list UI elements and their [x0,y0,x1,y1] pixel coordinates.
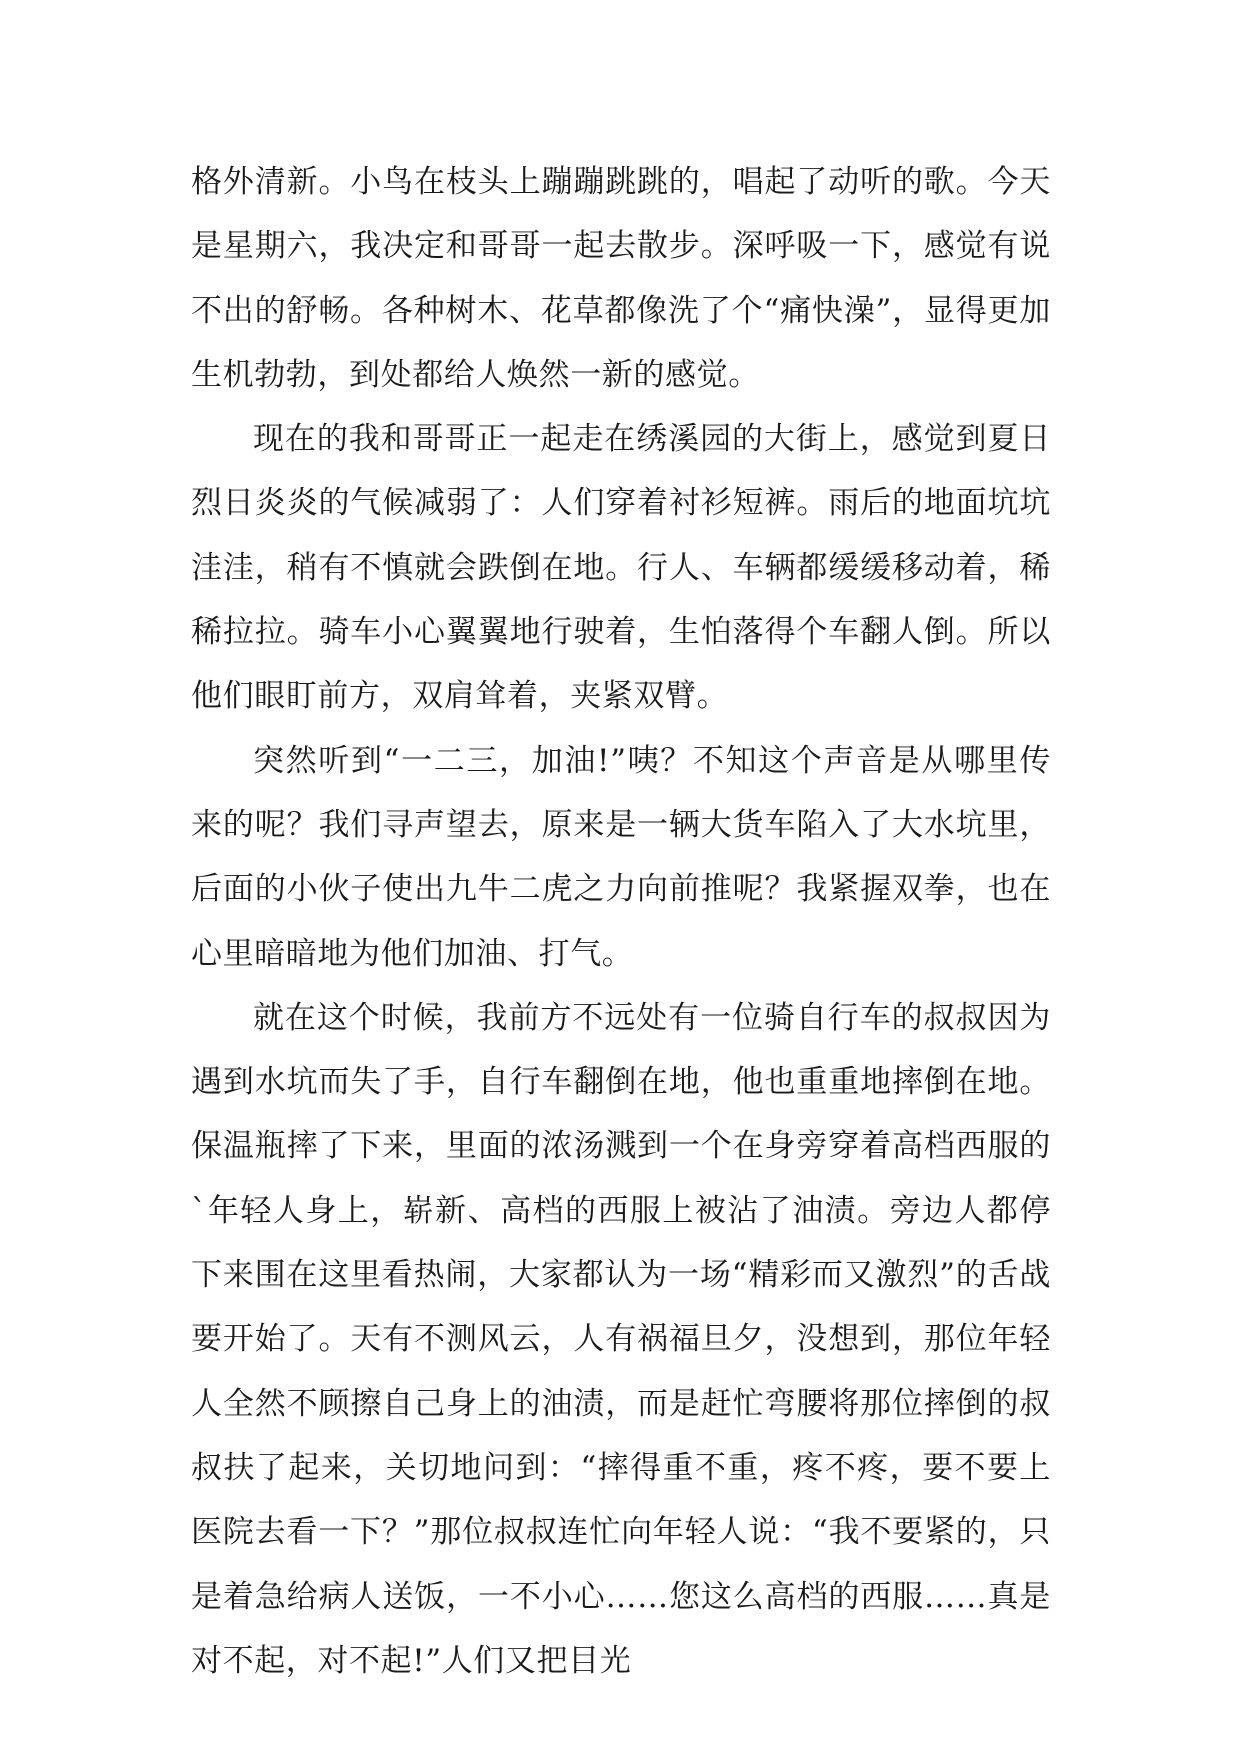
body-text [191,150,1051,1693]
paragraph-2: 现在的我和哥哥正一起走在绣溪园的大街上，感觉到夏日烈日炎炎的气候减弱了：人们穿着衬衫短裤。雨后的地面坑坑洼洼，稍有不慎就会跌倒在地。行人、车辆都缓缓移动着，稀稀拉拉。骑车小心翼翼地行驶着，生怕落得个车翻人倒。所以他们眼盯前方，双肩耸着，夹紧双臂。 [191,421,1051,715]
paragraph-4: 就在这个时候，我前方不远处有一位骑自行车的叔叔因为遇到水坑而失了手，自行车翻倒在地，他也重重地摔倒在地。保温瓶摔了下来，里面的浓汤溅到一个在身旁穿着高档西服的`年轻人身上，崭新、高档的西服上被沾了油渍。旁边人都停下来围在这里看热闹，大家都认为一场“精彩而又激烈”的舌战要开始了。天有不测风云，人有祸福旦夕，没想到，那位年轻人全然不顾擦自己身上的油渍，而是赶忙弯腰将那位摔倒的叔叔扶了起来，关切地问到：“摔得重不重，疼不疼，要不要上医院去看一下？”那位叔叔连忙向年轻人说：“我不要紧的，只是着急给病人送饭，一不小心……您这么高档的西服……真是对不起，对不起!”人们又把目光 [191,999,1051,1679]
paragraph-1: 格外清新。小鸟在枝头上蹦蹦跳跳的，唱起了动听的歌。今天是星期六，我决定和哥哥一起去散步。深呼吸一下，感觉有说不出的舒畅。各种树木、花草都像洗了个“痛快澡”，显得更加生机勃勃，到处都给人焕然一新的感觉。 [191,164,1051,393]
paragraph-3: 突然听到“一二三，加油!”咦？不知这个声音是从哪里传来的呢？我们寻声望去，原来是一辆大货车陷入了大水坑里，后面的小伙子使出九牛二虎之力向前推呢？我紧握双拳，也在心里暗暗地为他们加油、打气。 [191,742,1051,972]
